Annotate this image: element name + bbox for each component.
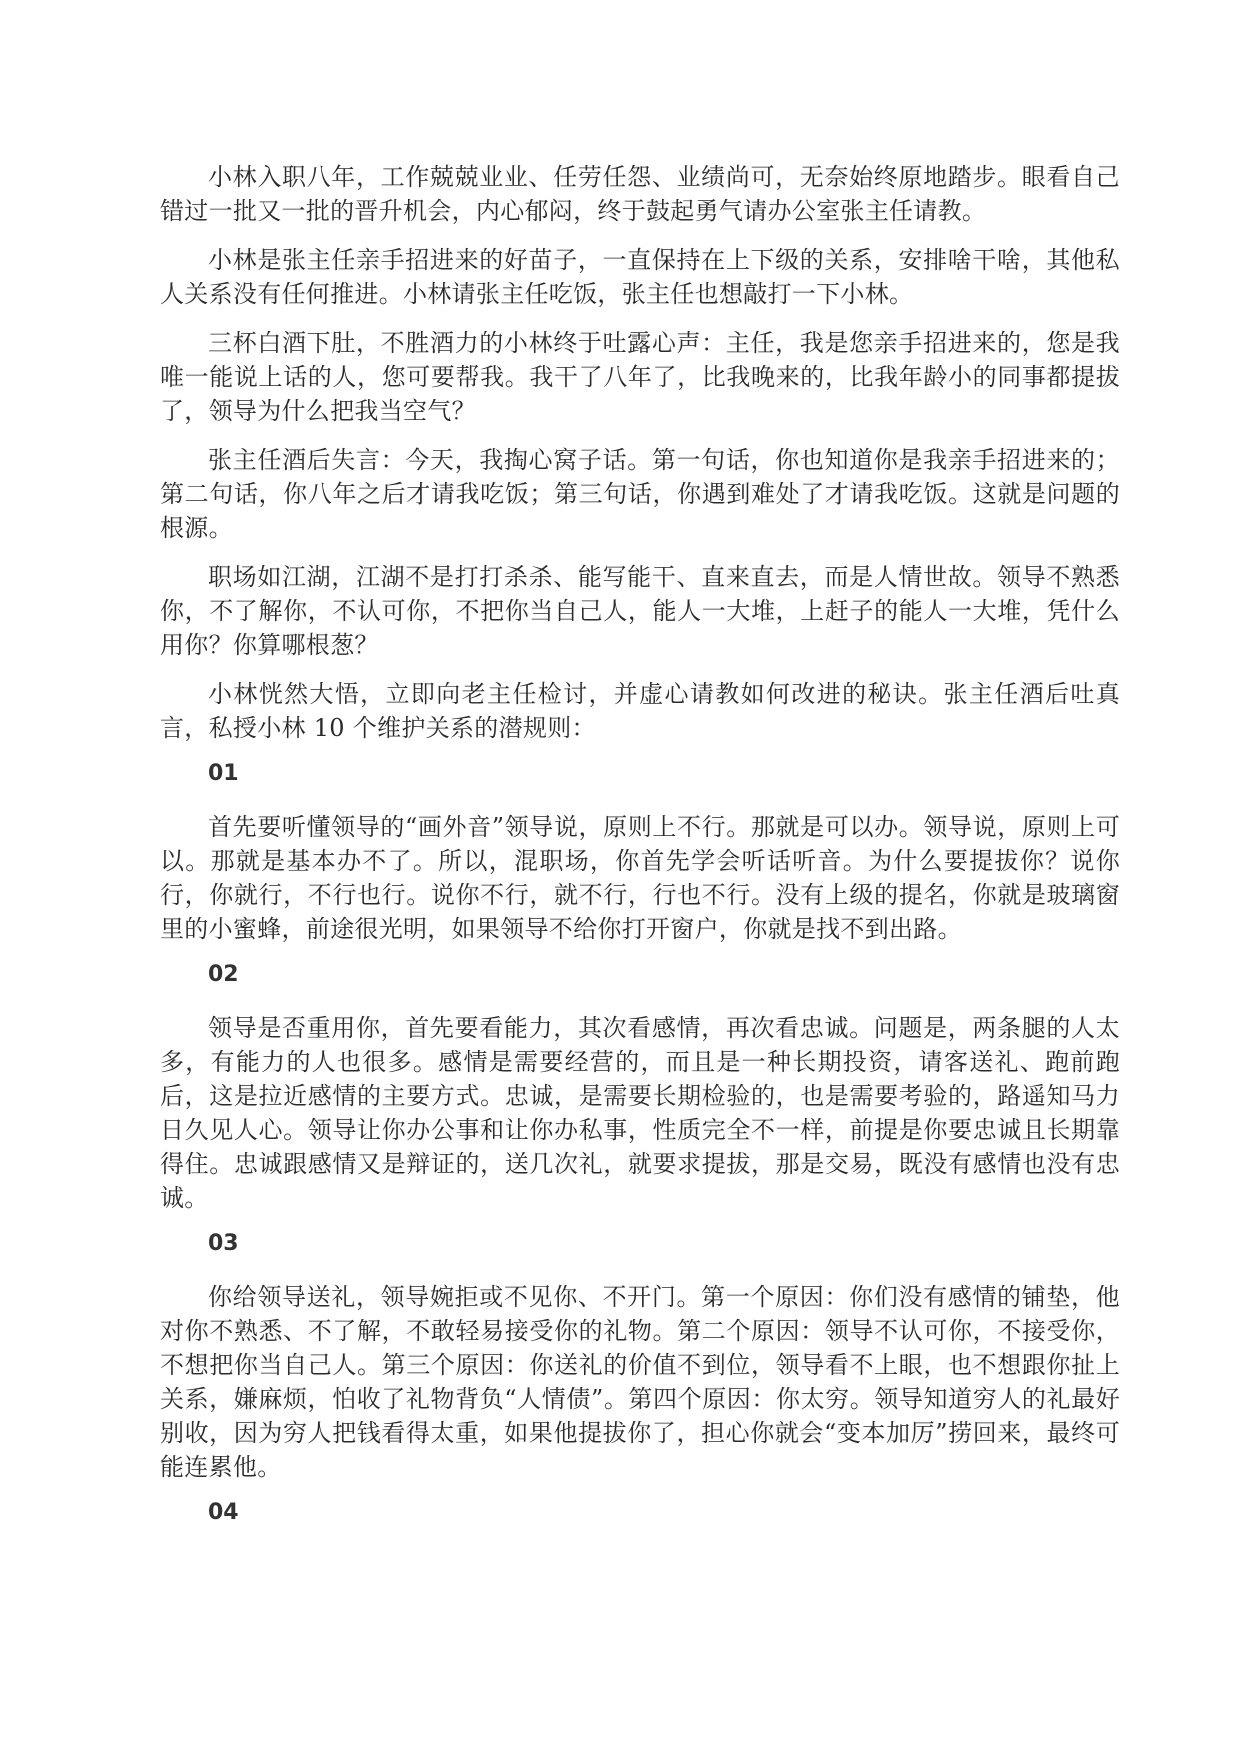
intro-paragraph-2: 小林是张主任亲手招进来的好苗子，一直保持在上下级的关系，安排啥干啥，其他私人关系没有任何推进。小林请张主任吃饭，张主任也想敲打一下小林。 [160,246,1120,308]
intro-paragraph-3: 三杯白酒下肚，不胜酒力的小林终于吐露心声：主任，我是您亲手招进来的，您是我唯一能说上话的人，您可要帮我。我干了八年了，比我晚来的，比我年龄小的同事都提拔了，领导为什么把我当空气？ [160,329,1120,425]
intro-paragraph-1: 小林入职八年，工作兢兢业业、任劳任怨、业绩尚可，无奈始终原地踏步。眼看自己错过一批又一批的晋升机会，内心郁闷，终于鼓起勇气请办公室张主任请教。 [160,163,1120,225]
section-heading-01: 01 [208,761,239,786]
intro-paragraph-6: 小林恍然大悟，立即向老主任检讨，并虚心请教如何改进的秘诀。张主任酒后吐真言，私授小林 10 个维护关系的潜规则： [160,680,1120,742]
intro-paragraph-4: 张主任酒后失言：今天，我掏心窝子话。第一句话，你也知道你是我亲手招进来的；第二句话，你八年之后才请我吃饭；第三句话，你遇到难处了才请我吃饭。这就是问题的根源。 [160,446,1120,542]
section-heading-04: 04 [208,1500,239,1525]
section-heading-03: 03 [208,1231,239,1256]
section-paragraph-01: 首先要听懂领导的“画外音”领导说，原则上不行。那就是可以办。领导说，原则上可以。那就是基本办不了。所以，混职场，你首先学会听话听音。为什么要提拔你？说你行，你就行，不行也行。说你不行，就不行，行也不行。没有上级的提名，你就是玻璃窗里的小蜜蜂，前途很光明，如果领导不给你打开窗户，你就是找不到出路。 [160,813,1120,943]
section-paragraph-02: 领导是否重用你，首先要看能力，其次看感情，再次看忠诚。问题是，两条腿的人太多，有能力的人也很多。感情是需要经营的，而且是一种长期投资，请客送礼、跑前跑后，这是拉近感情的主要方式。忠诚，是需要长期检验的，也是需要考验的，路遥知马力日久见人心。领导让你办公事和让你办私事，性质完全不一样，前提是你要忠诚且长期靠得住。忠诚跟感情又是辩证的，送几次礼，就要求提拔，那是交易，既没有感情也没有忠诚。 [160,1014,1120,1212]
intro-paragraph-5: 职场如江湖，江湖不是打打杀杀、能写能干、直来直去，而是人情世故。领导不熟悉你，不了解你，不认可你，不把你当自己人，能人一大堆，上赶子的能人一大堆，凭什么用你？你算哪根葱？ [160,563,1120,659]
document-page [160,160,1120,1549]
section-heading-02: 02 [208,962,239,987]
section-paragraph-03: 你给领导送礼，领导婉拒或不见你、不开门。第一个原因：你们没有感情的铺垫，他对你不熟悉、不了解，不敢轻易接受你的礼物。第二个原因：领导不认可你，不接受你，不想把你当自己人。第三个原因：你送礼的价值不到位，领导看不上眼，也不想跟你扯上关系，嫌麻烦，怕收了礼物背负“人情债”。第四个原因：你太穷。领导知道穷人的礼最好别收，因为穷人把钱看得太重，如果他提拔你了，担心你就会“变本加厉”捞回来，最终可能连累他。 [160,1283,1120,1481]
